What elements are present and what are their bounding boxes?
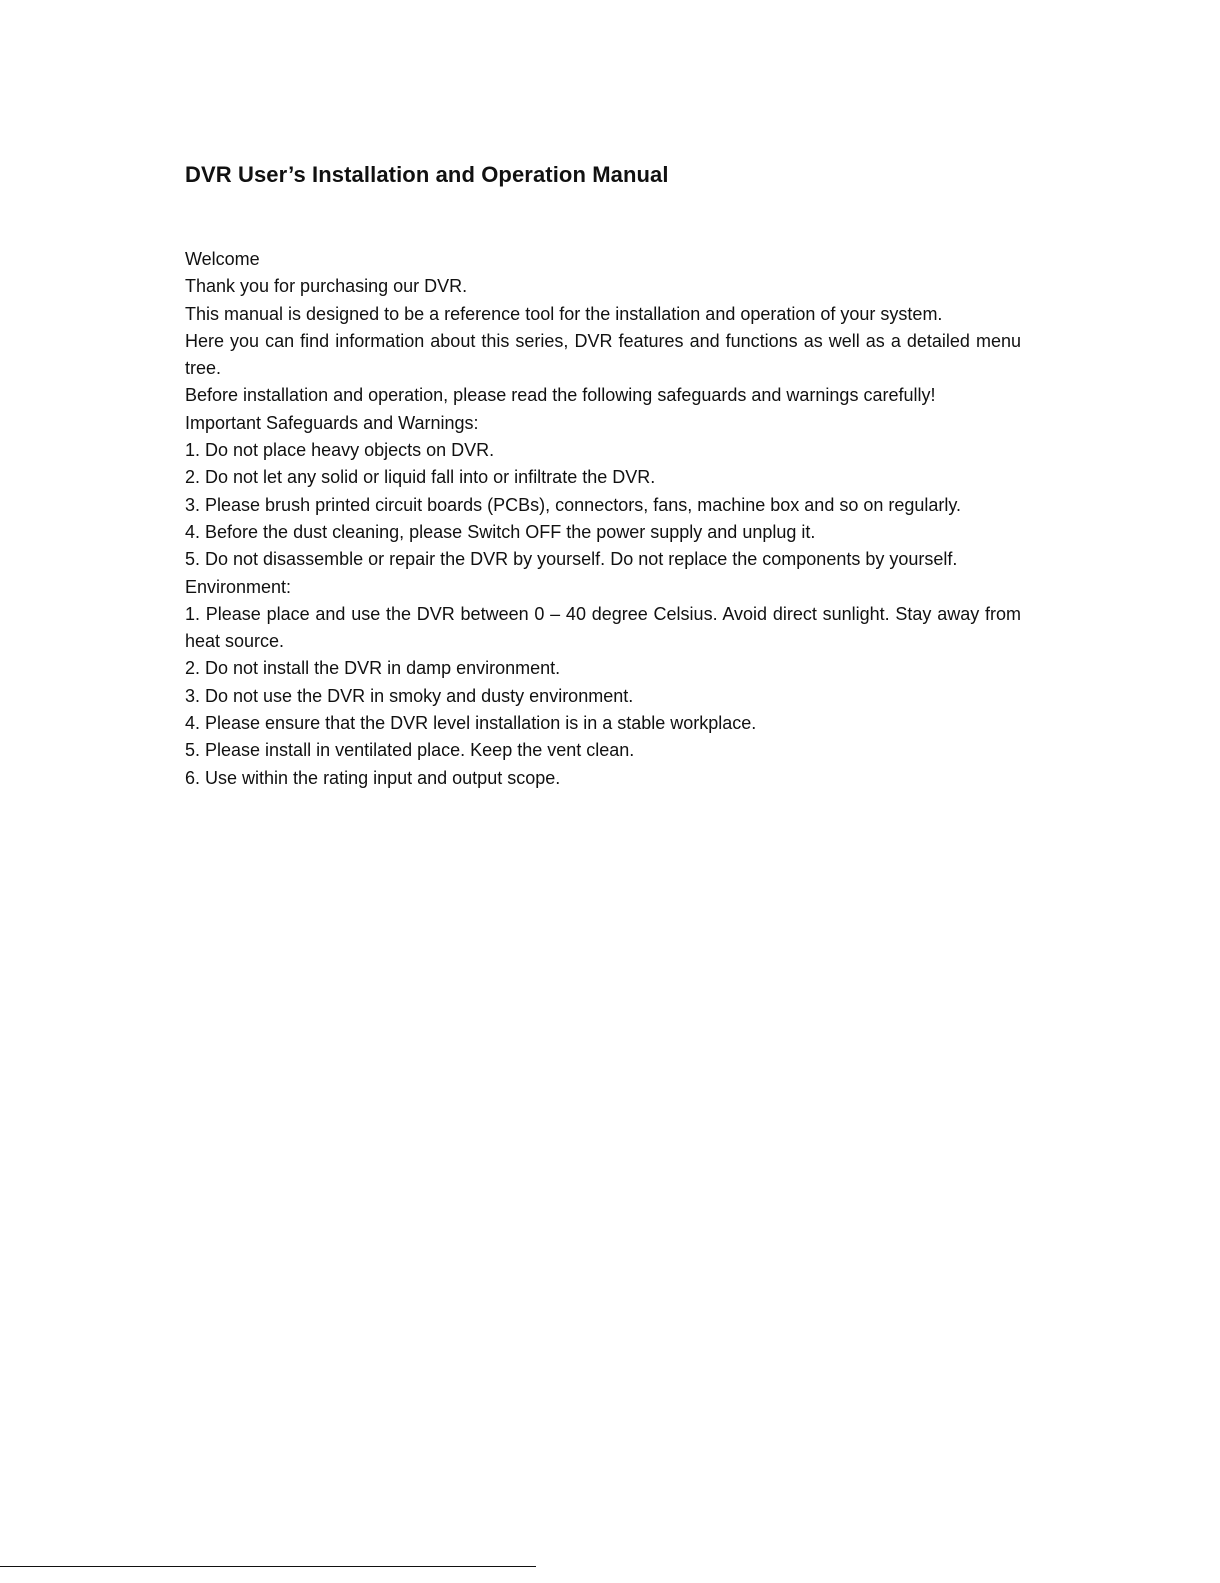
environment-item: 3. Do not use the DVR in smoky and dusty environment.	[185, 685, 634, 706]
environment-item: 5. Please install in ventilated place. Keep the vent clean.	[185, 740, 635, 761]
intro-paragraph: This manual is designed to be a reference tool for the installation and operation of your system.	[185, 303, 943, 324]
safeguard-item: 3. Please brush printed circuit boards (PCBs), connectors, fans, machine box and so on regularly.	[185, 494, 962, 515]
environment-item: 1. Please place and use the DVR between 0 – 40 degree Celsius. Avoid direct sunlight. Stay away from heat source.	[185, 603, 1021, 652]
environment-item: 6. Use within the rating input and output scope.	[185, 767, 561, 788]
safeguard-item: 2. Do not let any solid or liquid fall into or infiltrate the DVR.	[185, 467, 656, 488]
footer-divider	[0, 1566, 536, 1567]
safeguards-heading: Important Safeguards and Warnings:	[185, 412, 479, 433]
document-title: DVR User’s Installation and Operation Manual	[185, 162, 669, 187]
safeguard-item: 1. Do not place heavy objects on DVR.	[185, 440, 495, 461]
welcome-text: Welcome	[185, 249, 260, 269]
intro-paragraph: Before installation and operation, please read the following safeguards and warnings carefully!	[185, 385, 936, 406]
environment-item: 4. Please ensure that the DVR level installation is in a stable workplace.	[185, 713, 757, 734]
intro-paragraph: Here you can find information about this series, DVR features and functions as well as a detailed menu tree.	[185, 330, 1021, 379]
environment-item: 2. Do not install the DVR in damp environment.	[185, 658, 561, 679]
safeguard-item: 4. Before the dust cleaning, please Switch OFF the power supply and unplug it.	[185, 521, 816, 542]
document-page	[185, 158, 1021, 792]
environment-heading: Environment:	[185, 576, 292, 597]
safeguard-item: 5. Do not disassemble or repair the DVR by yourself. Do not replace the components by yourself.	[185, 549, 958, 570]
thanks-text: Thank you for purchasing our DVR.	[185, 276, 468, 297]
